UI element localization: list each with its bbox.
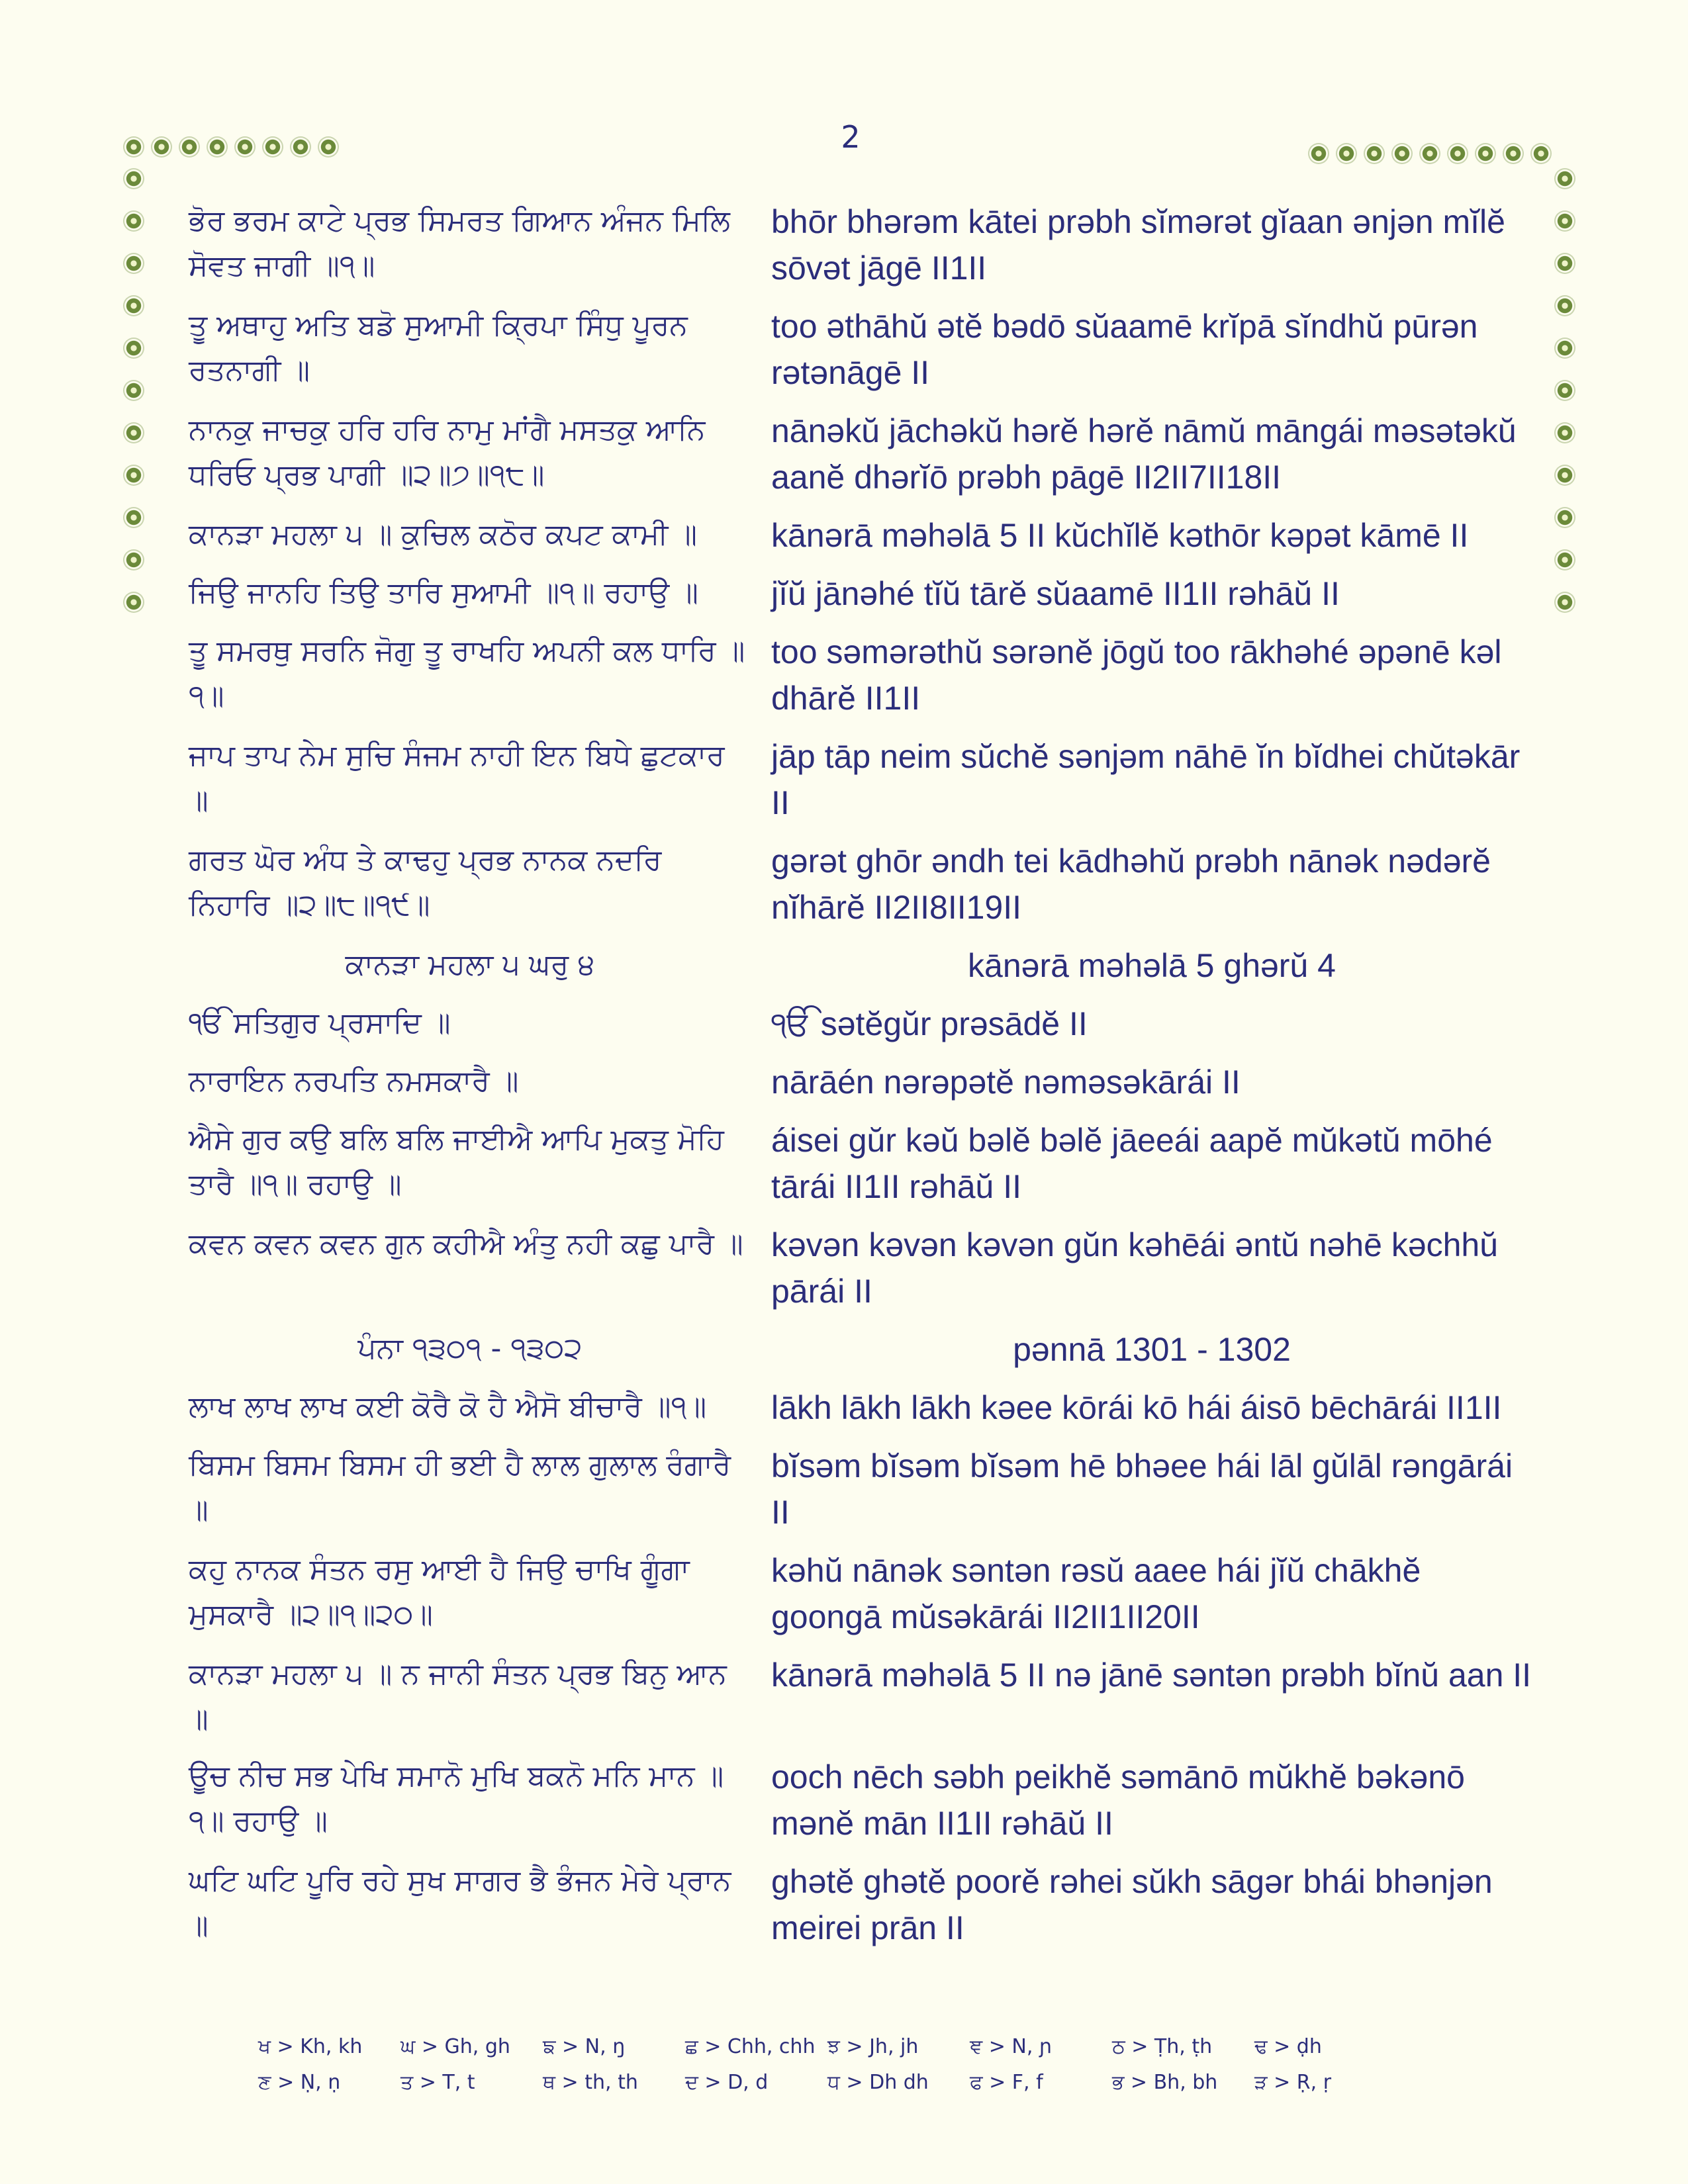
- flower-ornament-icon: [1556, 551, 1574, 569]
- verse-row: [189, 1059, 1532, 1105]
- key-entry: ਦ > D, d: [685, 2071, 769, 2094]
- verse-row: [189, 1547, 1532, 1640]
- flower-ornament-icon: [1393, 144, 1411, 163]
- gurmukhi-text: ਐਸੇ ਗੁਰ ਕਉ ਬਲਿ ਬਲਿ ਜਾਈਐ ਆਪਿ ਮੁਕਤੁ ਮੋਹਿ ਤਾਰੈ ॥੧॥ ਰਹਾਉ ॥: [189, 1122, 724, 1201]
- key-entry: ਣ > Ṇ, ṇ: [258, 2071, 341, 2094]
- flower-ornament-icon: [1556, 339, 1574, 357]
- verse-row: [189, 629, 1532, 721]
- gurmukhi-text: ਕਾਨੜਾ ਮਹਲਾ ੫ ਘਰੁ ੪: [345, 948, 595, 981]
- gurmukhi-text: ਕਵਨ ਕਵਨ ਕਵਨ ਗੁਨ ਕਹੀਐ ਅੰਤੁ ਨਹੀ ਕਛੁ ਪਾਰੈ ॥: [189, 1227, 743, 1261]
- flower-ornament-icon: [1504, 144, 1523, 163]
- verse-row: [189, 1754, 1532, 1846]
- gurmukhi-text: ਕਾਨੜਾ ਮਹਲਾ ੫ ॥ ਕੁਚਿਲ ਕਠੋਰ ਕਪਟ ਕਾਮੀ ॥: [189, 518, 697, 551]
- transliteration-text: jāp tāp neim sŭchĕ sənjəm nāhē ĭn bĭdhei chŭtəkār II: [771, 738, 1521, 821]
- transliteration-text: kānərā məhəlā 5 II kŭchĭlĕ kəthōr kəpət kāmē II: [771, 517, 1469, 554]
- flower-ornament-icon: [124, 508, 143, 527]
- verse-row: [189, 408, 1532, 500]
- gurmukhi-text: ੴ ਸਤਿਗੁਰ ਪ੍ਰਸਾਦਿ ॥: [189, 1006, 451, 1040]
- transliteration-text: pənnā 1301 - 1302: [1013, 1331, 1291, 1368]
- flower-ornament-icon: [124, 138, 143, 156]
- verse-row: [189, 1443, 1532, 1535]
- flower-ornament-icon: [124, 254, 143, 273]
- flower-ornament-icon: [124, 212, 143, 230]
- verse-row: [189, 1652, 1532, 1742]
- flower-ornament-icon: [124, 339, 143, 357]
- flower-ornament-icon: [124, 424, 143, 442]
- flower-ornament-icon: [263, 138, 282, 156]
- flower-ornament-icon: [1365, 144, 1383, 163]
- transliteration-text: lākh lākh lākh kəee kōrái kō hái áisō bēchārái II1II: [771, 1389, 1502, 1426]
- flower-ornament-icon: [1556, 424, 1574, 442]
- flower-ornament-icon: [1556, 593, 1574, 612]
- gurmukhi-text: ਨਾਰਾਇਨ ਨਰਪਤਿ ਨਮਸਕਾਰੈ ॥: [189, 1064, 519, 1098]
- transliteration-text: too əthāhŭ ətĕ bədō sŭaamē krĭpā sĭndhŭ pūrən rətənāgē II: [771, 308, 1478, 391]
- key-entry: ਖ > Kh, kh: [258, 2035, 363, 2058]
- gurmukhi-text: ਬਿਸਮ ਬਿਸਮ ਬਿਸਮ ਹੀ ਭਈ ਹੈ ਲਾਲ ਗੁਲਾਲ ਰੰਗਾਰੈ ॥: [189, 1448, 731, 1527]
- flower-ornament-icon: [1476, 144, 1495, 163]
- transliteration-text: ghətĕ ghətĕ poorĕ rəhei sŭkh sāgər bhái bhənjən meirei prān II: [771, 1863, 1493, 1946]
- key-row: [258, 2071, 1450, 2107]
- flower-ornament-icon: [124, 551, 143, 569]
- verse-row: [189, 1858, 1532, 1951]
- verse-row: [189, 942, 1532, 989]
- verse-grid: [189, 199, 1532, 1963]
- flower-ornament-icon: [1556, 508, 1574, 527]
- gurmukhi-text: ਤੂ ਅਥਾਹੁ ਅਤਿ ਬਡੋ ਸੁਆਮੀ ਕ੍ਰਿਪਾ ਸਿੰਧੁ ਪੂਰਨ ਰਤਨਾਗੀ ॥: [189, 308, 688, 387]
- flower-ornament-icon: [124, 466, 143, 484]
- gurmukhi-text: ਊਚ ਨੀਚ ਸਭ ਪੇਖਿ ਸਮਾਨੋ ਮੁਖਿ ਬਕਨੋ ਮਨਿ ਮਾਨ ॥੧॥ ਰਹਾਉ ॥: [189, 1759, 724, 1838]
- verse-row: [189, 733, 1532, 826]
- verse-row: [189, 512, 1532, 559]
- gurmukhi-text: ਭੋਰ ਭਰਮ ਕਾਟੇ ਪ੍ਰਭ ਸਿਮਰਤ ਗਿਆਨ ਅੰਜਨ ਮਿਲਿ ਸੋਵਤ ਜਾਗੀ ॥੧॥: [189, 204, 730, 283]
- flower-ornament-icon: [124, 296, 143, 315]
- transliteration-text: bhōr bhərəm kātei prəbh sĭmərət gĭaan ənjən mĭlĕ sōvət jāgē II1II: [771, 203, 1505, 287]
- flower-ornament-icon: [1556, 254, 1574, 273]
- flower-ornament-icon: [236, 138, 254, 156]
- flower-ornament-icon: [1309, 144, 1328, 163]
- flower-ornament-icon: [319, 138, 338, 156]
- key-entry: ਞ > N, ɲ: [970, 2035, 1053, 2058]
- key-row: [258, 2035, 1450, 2071]
- verse-row: [189, 838, 1532, 931]
- gurmukhi-text: ਲਾਖ ਲਾਖ ਲਾਖ ਕਈ ਕੋਰੈ ਕੋ ਹੈ ਐਸੋ ਬੀਚਾਰੈ ॥੧॥: [189, 1390, 707, 1424]
- transliteration-text: kānərā məhəlā 5 II nə jānē səntən prəbh bĭnŭ aan II: [771, 1657, 1532, 1694]
- key-entry: ਛ > Chh, chh: [685, 2035, 816, 2058]
- flower-ornament-icon: [1556, 212, 1574, 230]
- gurmukhi-text: ਜਿਉ ਜਾਨਹਿ ਤਿਉ ਤਾਰਿ ਸੁਆਮੀ ॥੧॥ ਰਹਾਉ ॥: [189, 576, 698, 610]
- key-entry: ਤ > T, t: [400, 2071, 475, 2094]
- flower-ornament-icon: [1448, 144, 1467, 163]
- verse-row: [189, 199, 1532, 291]
- key-entry: ਥ > th, th: [543, 2071, 638, 2094]
- flower-ornament-icon: [1556, 381, 1574, 400]
- key-entry: ਙ > N, ŋ: [543, 2035, 626, 2058]
- transliteration-text: nānəkŭ jāchəkŭ hərĕ hərĕ nāmŭ māngái məsətəkŭ aanĕ dhərĭō prəbh pāgē II2II7II18II: [771, 412, 1517, 496]
- transliteration-text: gərət ghōr əndh tei kādhəhŭ prəbh nānək nədərĕ nĭhārĕ II2II8II19II: [771, 842, 1491, 926]
- transliteration-text: kəvən kəvən kəvən gŭn kəhēái əntŭ nəhē kəchhŭ pārái II: [771, 1226, 1499, 1310]
- transliteration-text: kānərā məhəlā 5 ghərŭ 4: [968, 947, 1336, 984]
- transliteration-text: jĭŭ jānəhé tĭŭ tārĕ sŭaamē II1II rəhāŭ II: [771, 575, 1340, 612]
- key-entry: ਧ > Dh dh: [827, 2071, 929, 2094]
- flower-ornament-icon: [1421, 144, 1439, 163]
- key-entry: ਝ > Jh, jh: [827, 2035, 919, 2058]
- transliteration-text: ooch nēch səbh peikhĕ səmānō mŭkhĕ bəkənō mənĕ mān II1II rəhāŭ II: [771, 1758, 1465, 1842]
- gurmukhi-text: ਨਾਨਕੁ ਜਾਚਕੁ ਹਰਿ ਹਰਿ ਨਾਮੁ ਮਾਂਗੈ ਮਸਤਕੁ ਆਨਿ ਧਰਿਓ ਪ੍ਰਭ ਪਾਗੀ ॥੨॥੭॥੧੮॥: [189, 413, 706, 492]
- verse-row: [189, 1222, 1532, 1314]
- transliteration-text: áisei gŭr kəŭ bəlĕ bəlĕ jāeeái aapĕ mŭkətŭ mōhé tārái II1II rəhāŭ II: [771, 1122, 1493, 1205]
- verse-row: [189, 303, 1532, 396]
- page-number: 2: [841, 119, 861, 155]
- gurmukhi-text: ਕਾਨੜਾ ਮਹਲਾ ੫ ॥ ਨ ਜਾਨੀ ਸੰਤਨ ਪ੍ਰਭ ਬਿਨੁ ਆਨ ॥: [189, 1657, 727, 1736]
- key-entry: ਢ > ḍh: [1254, 2035, 1322, 2058]
- flower-ornament-icon: [291, 138, 310, 156]
- verse-row: [189, 1001, 1532, 1047]
- transliteration-text: too səmərəthŭ sərənĕ jōgŭ too rākhəhé əpənē kəl dhārĕ II1II: [771, 633, 1502, 717]
- flower-ornament-icon: [208, 138, 226, 156]
- flower-ornament-icon: [152, 138, 171, 156]
- verse-row: [189, 1385, 1532, 1431]
- key-entry: ੜ > Ṛ, ṛ: [1254, 2071, 1332, 2094]
- key-entry: ਭ > Bh, bh: [1112, 2071, 1218, 2094]
- verse-row: [189, 570, 1532, 617]
- flower-ornament-icon: [124, 593, 143, 612]
- flower-ornament-icon: [1337, 144, 1356, 163]
- key-entry: ਫ > F, f: [970, 2071, 1043, 2094]
- flower-ornament-icon: [180, 138, 199, 156]
- gurmukhi-text: ਕਹੁ ਨਾਨਕ ਸੰਤਨ ਰਸੁ ਆਈ ਹੈ ਜਿਉ ਚਾਖਿ ਗੂੰਗਾ ਮੁਸਕਾਰੈ ॥੨॥੧॥੨੦॥: [189, 1553, 690, 1631]
- key-entry: ਠ > Ṭh, ṭh: [1112, 2035, 1213, 2058]
- verse-row: [189, 1117, 1532, 1210]
- transliteration-text: ੴ sətĕgŭr prəsādĕ II: [771, 1005, 1088, 1042]
- transliteration-text: bĭsəm bĭsəm bĭsəm hē bhəee hái lāl gŭlāl rəngārái II: [771, 1447, 1513, 1531]
- transliteration-text: kəhŭ nānək səntən rəsŭ aaee hái jĭŭ chākhĕ goongā mŭsəkārái II2II1II20II: [771, 1552, 1421, 1635]
- transliteration-text: nārāén nərəpətĕ nəməsəkārái II: [771, 1064, 1241, 1101]
- pronunciation-key: [258, 2035, 1450, 2107]
- gurmukhi-text: ਜਾਪ ਤਾਪ ਨੇਮ ਸੁਚਿ ਸੰਜਮ ਨਾਹੀ ਇਨ ਬਿਧੇ ਛੁਟਕਾਰ ॥: [189, 739, 725, 817]
- gurmukhi-text: ਪੰਨਾ ੧੩੦੧ - ੧੩੦੨: [357, 1332, 583, 1365]
- flower-ornament-icon: [1556, 296, 1574, 315]
- flower-ornament-icon: [124, 381, 143, 400]
- gurmukhi-text: ਤੂ ਸਮਰਥੁ ਸਰਨਿ ਜੋਗੁ ਤੂ ਰਾਖਹਿ ਅਪਨੀ ਕਲ ਧਾਰਿ ॥੧॥: [189, 634, 745, 713]
- flower-ornament-icon: [1556, 169, 1574, 188]
- flower-ornament-icon: [1556, 466, 1574, 484]
- gurmukhi-text: ਘਟਿ ਘਟਿ ਪੂਰਿ ਰਹੇ ਸੁਖ ਸਾਗਰ ਭੈ ਭੰਜਨ ਮੇਰੇ ਪ੍ਰਾਨ ॥: [189, 1864, 731, 1942]
- key-entry: ਘ > Gh, gh: [400, 2035, 510, 2058]
- gurmukhi-text: ਗਰਤ ਘੋਰ ਅੰਧ ਤੇ ਕਾਢਹੁ ਪ੍ਰਭ ਨਾਨਕ ਨਦਰਿ ਨਿਹਾਰਿ ॥੨॥੮॥੧੯॥: [189, 843, 662, 922]
- flower-ornament-icon: [1532, 144, 1550, 163]
- verse-row: [189, 1326, 1532, 1373]
- flower-ornament-icon: [124, 169, 143, 188]
